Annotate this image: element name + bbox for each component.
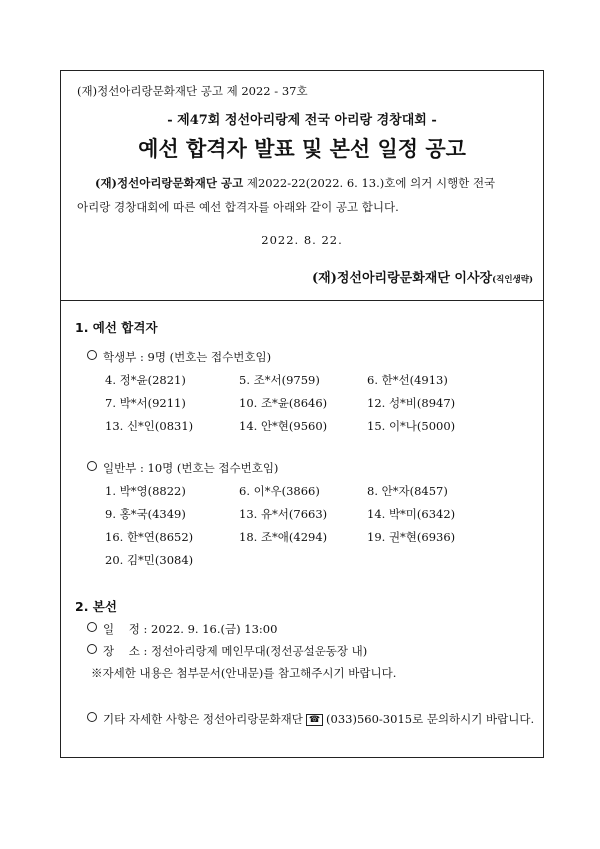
circle-bullet-icon <box>87 622 97 632</box>
section2-heading: 2. 본선 <box>75 599 117 614</box>
schedule-note: ※자세한 내용은 첨부문서(안내문)를 참고해주시기 바랍니다. <box>91 666 397 680</box>
phone-icon: ☎ <box>306 714 323 726</box>
announcement-date: 2022. 8. 22. <box>261 233 343 247</box>
intro-line-1 <box>95 175 495 191</box>
finalist-entry: 6. 이*우(3866) <box>239 484 320 498</box>
schedule-date-label: 일 정 <box>103 622 140 636</box>
schedule-date-value: : 2022. 9. 16.(금) 13:00 <box>143 622 278 636</box>
signature <box>312 267 533 286</box>
intro-bold: (재)정선아리랑문화재단 공고 <box>95 176 244 190</box>
general-group-text: 일반부 : 10명 (번호는 접수번호임) <box>103 461 279 475</box>
notice-title: 예선 합격자 발표 및 본선 일정 공고 <box>138 137 466 161</box>
signer-name: (재)정선아리랑문화재단 이사장 <box>312 271 493 286</box>
section-divider <box>61 300 543 301</box>
circle-bullet-icon <box>87 461 97 471</box>
schedule-date-row <box>87 621 277 637</box>
schedule-place-label: 장 소 <box>103 644 140 658</box>
notice-number: (재)정선아리랑문화재단 공고 제 2022 - 37호 <box>77 84 308 98</box>
finalist-entry: 19. 권*현(6936) <box>367 530 456 544</box>
finalist-entry: 7. 박*서(9211) <box>105 396 186 410</box>
finalist-entry: 20. 김*민(3084) <box>105 553 194 567</box>
finalist-entry: 9. 홍*국(4349) <box>105 507 186 521</box>
circle-bullet-icon <box>87 644 97 654</box>
student-group-label <box>87 349 271 365</box>
event-subtitle: - 제47회 정선아리랑제 전국 아리랑 경창대회 - <box>167 113 437 128</box>
schedule-place-row <box>87 643 367 659</box>
student-group-text: 학생부 : 9명 (번호는 접수번호임) <box>103 350 272 364</box>
circle-bullet-icon <box>87 712 97 722</box>
general-group-label <box>87 460 278 476</box>
intro-line-2: 아리랑 경창대회에 따른 예선 합격자를 아래와 같이 공고 합니다. <box>77 200 399 214</box>
finalist-entry: 6. 한*선(4913) <box>367 373 448 387</box>
finalist-entry: 13. 신*인(0831) <box>105 419 194 433</box>
finalist-entry: 4. 정*윤(2821) <box>105 373 186 387</box>
schedule-place-value: : 정선아리랑제 메인무대(정선공설운동장 내) <box>143 644 368 658</box>
finalist-entry: 5. 조*서(9759) <box>239 373 320 387</box>
contact-line <box>87 711 534 727</box>
finalist-entry: 13. 유*서(7663) <box>239 507 328 521</box>
finalist-entry: 15. 이*나(5000) <box>367 419 456 433</box>
seal-omitted-note: (직인생략) <box>492 275 533 285</box>
finalist-entry: 8. 안*자(8457) <box>367 484 448 498</box>
contact-number: (033)560-3015로 문의하시기 바랍니다. <box>326 712 535 726</box>
finalist-entry: 14. 박*미(6342) <box>367 507 456 521</box>
intro-rest: 제2022-22(2022. 6. 13.)호에 의거 시행한 전국 <box>243 176 496 190</box>
circle-bullet-icon <box>87 350 97 360</box>
notice-frame <box>60 70 544 758</box>
finalist-entry: 16. 한*연(8652) <box>105 530 194 544</box>
contact-prefix: 기타 자세한 사항은 정선아리랑문화재단 <box>103 712 303 726</box>
section1-heading: 1. 예선 합격자 <box>75 320 158 335</box>
finalist-entry: 12. 성*비(8947) <box>367 396 456 410</box>
finalist-entry: 10. 조*윤(8646) <box>239 396 328 410</box>
finalist-entry: 18. 조*애(4294) <box>239 530 328 544</box>
finalist-entry: 1. 박*영(8822) <box>105 484 186 498</box>
finalist-entry: 14. 안*현(9560) <box>239 419 328 433</box>
